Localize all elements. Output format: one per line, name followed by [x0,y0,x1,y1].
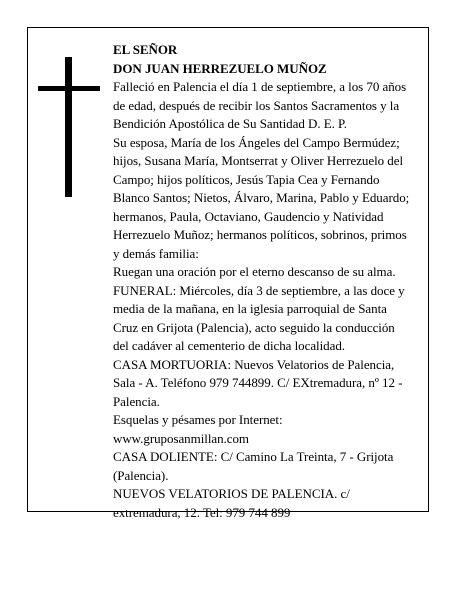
obituary-text [113,41,413,522]
prayer-request: Ruegan una oración por el eterno descanso de su alma. [113,264,396,279]
funeral-home-details: CASA MORTUORIA: Nuevos Velatorios de Palencia, Sala - A. Teléfono 979 744899. C/ EXtremadura, nº 12 - Palencia. [113,356,403,409]
deceased-name: DON JUAN HERREZUELO MUÑOZ [113,60,327,76]
obituary-title: EL SEÑOR [113,42,178,57]
death-announcement: Falleció en Palencia el día 1 de septiembre, a los 70 años de edad, después de recibir los Santos Sacramentos y la Bendición Apostólica de Su Santidad D. E. P. [113,79,407,131]
internet-condolences: Esquelas y pésames por Internet: www.gruposanmillan.com [113,412,283,446]
funeral-home-contact: NUEVOS VELATORIOS DE PALENCIA. c/ extremadura, 12. Tel: 979 744 899 [113,486,350,520]
cross-vertical-bar [65,57,72,197]
family-list: Su esposa, María de los Ángeles del Campo Bermúdez; hijos, Susana María, Montserrat y Oliver Herrezuelo del Campo; hijos políticos, Jesús Tapia Cea y Fernando Blanco Santos; Nietos, Álvaro, Marina, Pablo y Eduardo; hermanos, Paula, Octaviano, Gaudencio y Natividad Herrezuelo Muñoz; hermanos políticos, sobrinos, primos y demás familia: [113,134,410,261]
cross-horizontal-bar [38,86,100,91]
family-home-address: CASA DOLIENTE: C/ Camino La Treinta, 7 - Grijota (Palencia). [113,449,394,483]
cross-icon [38,57,100,197]
funeral-details: FUNERAL: Miércoles, día 3 de septiembre, a las doce y media de la mañana, en la iglesia parroquial de Santa Cruz en Grijota (Palencia), acto seguido la conducción del cadáver al cementerio de dicha localidad. [113,282,405,353]
